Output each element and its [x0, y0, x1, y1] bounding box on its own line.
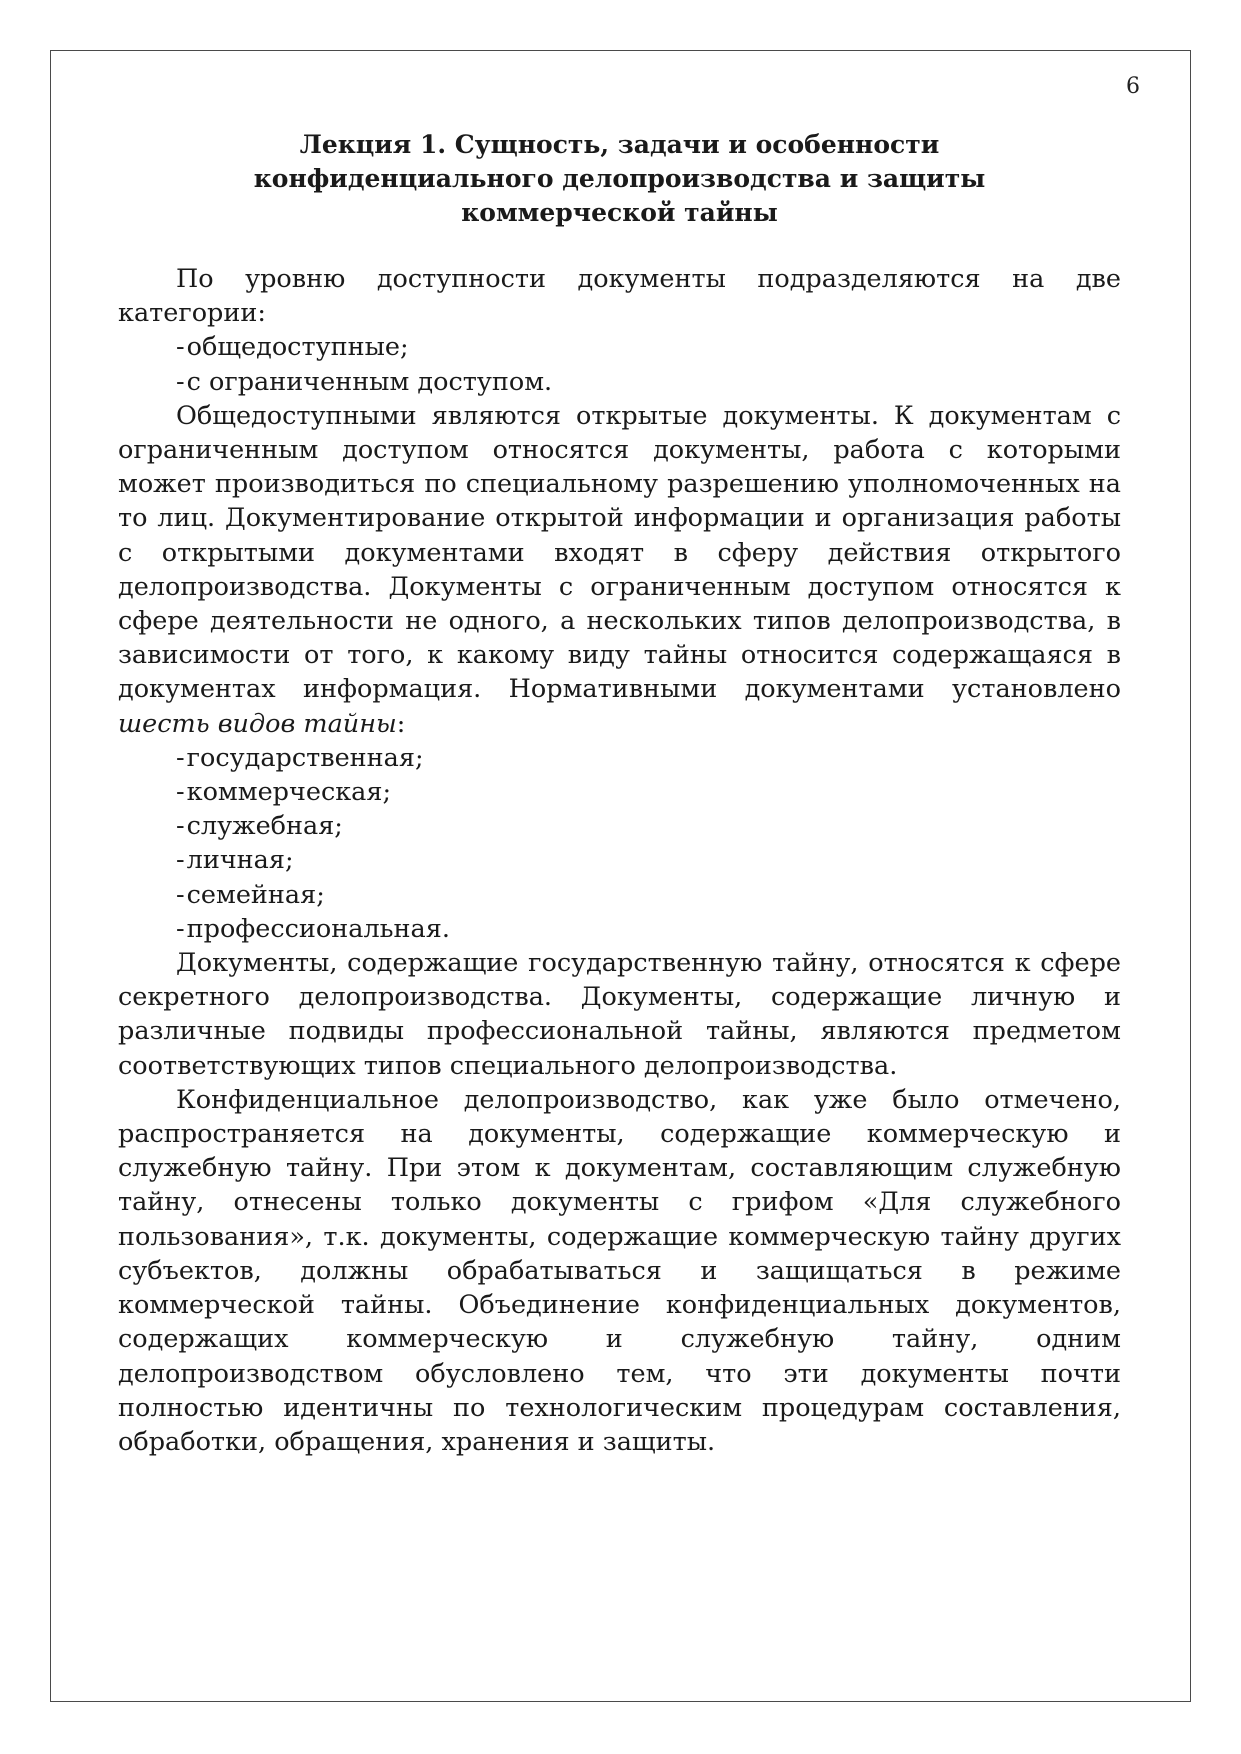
list-item-text: коммерческая;: [186, 777, 392, 808]
list-marker: -: [176, 366, 185, 397]
list-item: [118, 843, 1121, 877]
list-item-text: общедоступные;: [186, 332, 409, 363]
list-item: [118, 912, 1121, 946]
list-marker: -: [176, 879, 185, 910]
list-marker: -: [176, 777, 185, 808]
list-item: [118, 365, 1121, 399]
title-line: Лекция 1. Сущность, задачи и особенности: [299, 130, 940, 159]
list-item: [118, 775, 1121, 809]
page-number: 6: [1126, 74, 1140, 99]
title-line: коммерческой тайны: [461, 198, 778, 227]
paragraph-confidential: Конфиденциальное делопроизводство, как уже было отмечено, распространяется на документы, содержащие коммерческую и служебную тайну. При этом к документам, составляющим служебную тайну, отнесены только документы с грифом «Для служебного пользования», т.к. документы, содержащие коммерческую тайну других субъектов, должны обрабатываться и защищаться в режиме коммерческой тайны. Объединение конфиденциальных документов, содержащих коммерческую и служебную тайну, одним делопроизводством обусловлено тем, что эти документы почти полностью идентичны по технологическим процедурам составления, обработки, обращения, хранения и защиты.: [118, 1084, 1121, 1457]
document-body: [118, 128, 1121, 1459]
list-item-text: служебная;: [186, 811, 343, 842]
list-item: [118, 741, 1121, 775]
paragraph-tail: :: [396, 708, 406, 739]
paragraph-access-types: [118, 399, 1121, 741]
list-marker: -: [176, 811, 185, 842]
list-item-text: государственная;: [186, 742, 424, 773]
list-item: [118, 878, 1121, 912]
paragraph-secret-docs: Документы, содержащие государственную тайну, относятся к сфере секретного делопроизводства. Документы, содержащие личную и различные подвиды профессиональной тайны, являются предметом соответствующих типов специального делопроизводства.: [118, 948, 1121, 1081]
emphasis-text: шесть видов тайны: [118, 708, 397, 739]
list-item-text: профессиональная.: [186, 913, 450, 944]
list-marker: -: [176, 913, 185, 944]
list-item-text: личная;: [186, 845, 294, 876]
list-marker: -: [176, 332, 185, 363]
list-marker: -: [176, 845, 185, 876]
paragraph-text: Общедоступными являются открытые документы. К документам с ограниченным доступом относятся документы, работа с которыми может производиться по специальному разрешению уполномоченных на то лиц. Документирование открытой информации и организация работы с открытыми документами входят в сферу действия открытого делопроизводства. Документы с ограниченным доступом относятся к сфере деятельности не одного, а нескольких типов делопроизводства, в зависимости от того, к какому виду тайны относится содержащаяся в документах информация. Нормативными документами установлено: [118, 400, 1121, 705]
list-item: [118, 809, 1121, 843]
list-marker: -: [176, 742, 185, 773]
list-item-text: семейная;: [186, 879, 325, 910]
lecture-title: [118, 128, 1121, 230]
list-item-text: с ограниченным доступом.: [186, 366, 553, 397]
title-line: конфиденциального делопроизводства и защиты: [253, 164, 986, 193]
intro-paragraph: По уровню доступности документы подразделяются на две категории:: [118, 264, 1121, 329]
list-item: [118, 330, 1121, 364]
